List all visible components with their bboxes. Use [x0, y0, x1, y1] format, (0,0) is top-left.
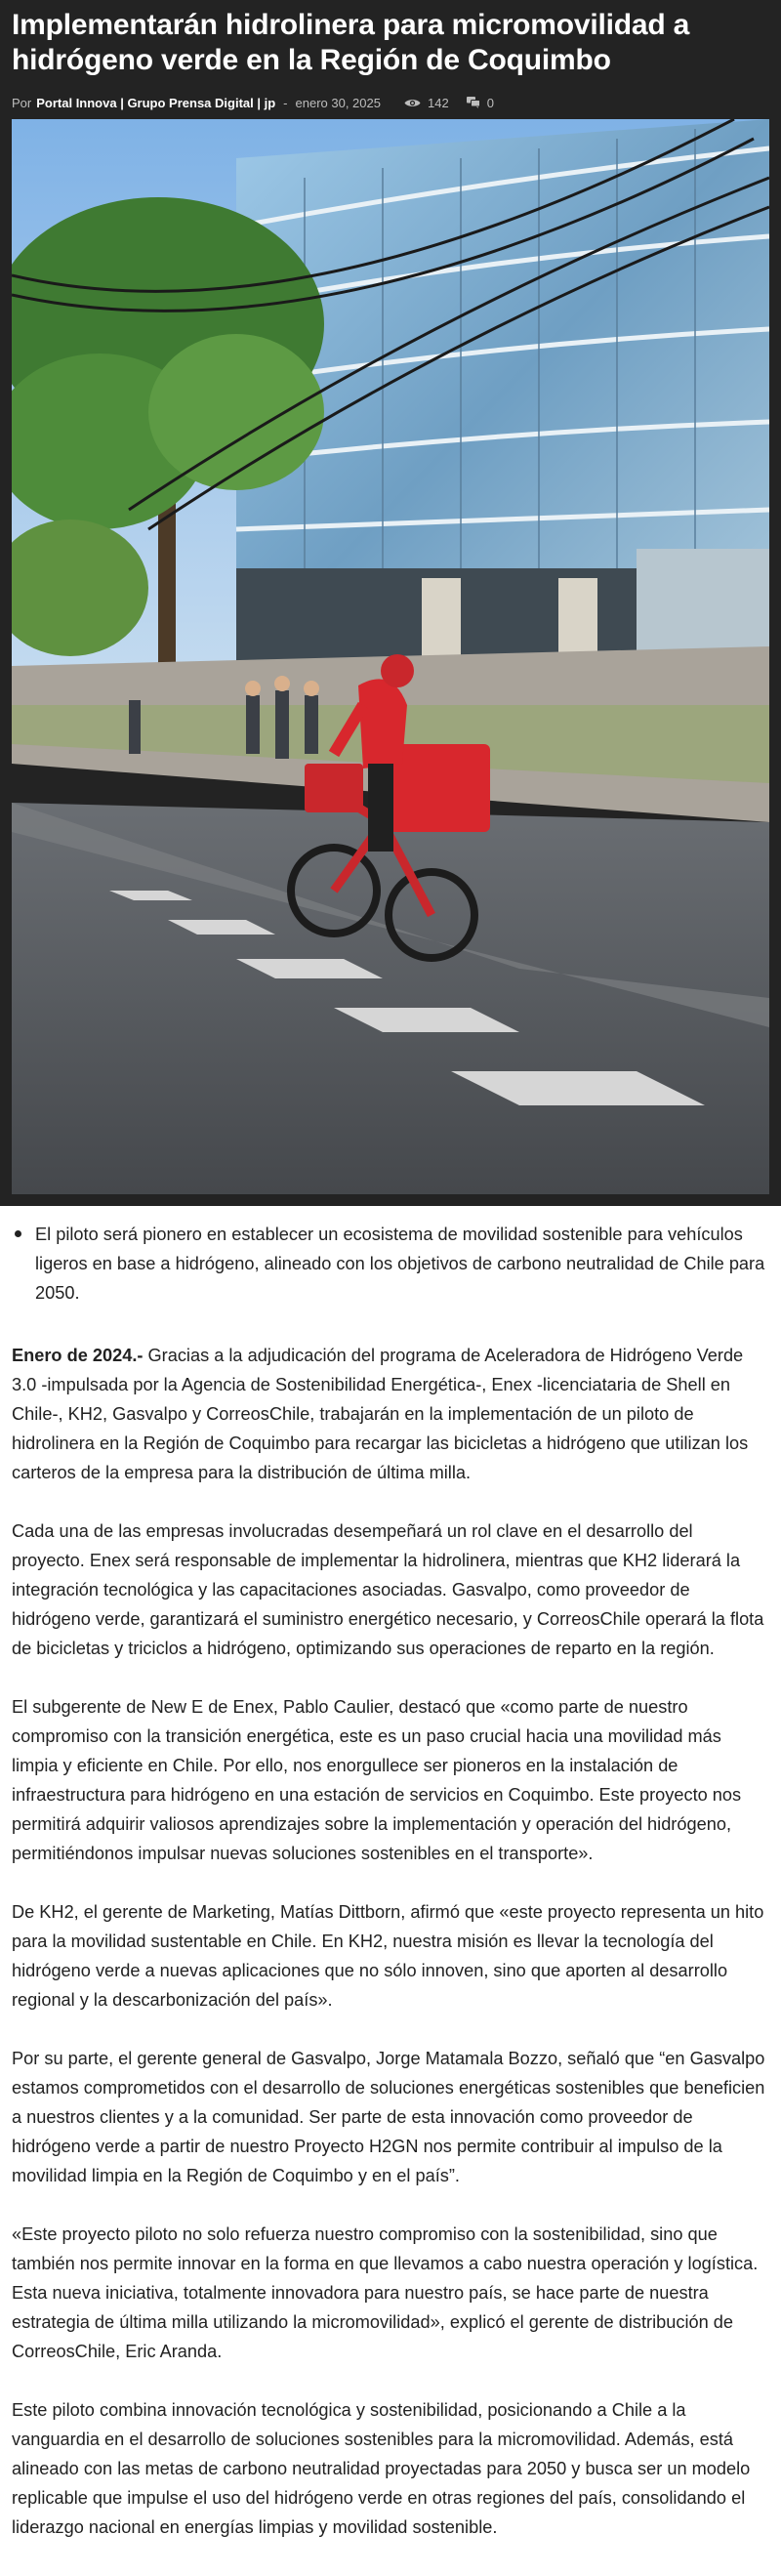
- featured-image-frame: [0, 119, 781, 1206]
- by-label: Por: [12, 95, 32, 110]
- paragraph-conclusion: Este piloto combina innovación tecnológica y sostenibilidad, posicionando a Chile a la vanguardia en el desarrollo de soluciones sostenibles para la micromovilidad. Además, está alineado con las metas de carbono neutralidad proyectadas para 2050 y busca ser un modelo replicable que impulse el uso del hidrógeno verde en otras regiones del país, consolidando el liderazgo nacional en energías limpias y movilidad sostenible.: [12, 2400, 751, 2537]
- views-count: [404, 96, 449, 110]
- meta-separator: -: [283, 95, 288, 110]
- article-title: Implementarán hidrolinera para micromovilidad a hidrógeno verde en la Región de Coquimbo: [12, 9, 690, 76]
- lead-text: Gracias a la adjudicación del programa de Aceleradora de Hidrógeno Verde 3.0 -impulsada por la Agencia de Sostenibilidad Energética-, Enex -licenciataria de Shell en Chile-, KH2, Gasvalpo y CorreosChile, trabajarán en la implementación de un piloto de hidrolinera en la Región de Coquimbo para recargar las bicicletas a hidrógeno que utilizan los carteros de la empresa para la distribución de última milla.: [12, 1346, 749, 1482]
- paragraph-enex-quote: El subgerente de New E de Enex, Pablo Caulier, destacó que «como parte de nuestro compromiso con la transición energética, este es un paso crucial hacia una movilidad más limpia y eficiente en Chile. Por ello, nos enorgullece ser pioneros en la instalación de infraestructura para hidrógeno en una estación de servicios en Coquimbo. Este proyecto nos permitirá adquirir valiosos aprendizajes sobre la implementación y operación del hidrógeno, permitiéndonos impulsar nuevas soluciones sostenibles en el transporte».: [12, 1697, 742, 1863]
- views-value: 142: [427, 95, 449, 110]
- comment-icon: [467, 97, 480, 108]
- author-link[interactable]: Portal Innova | Grupo Prensa Digital | jp: [36, 95, 276, 110]
- article-meta: [12, 94, 769, 111]
- comments-link[interactable]: [467, 96, 494, 110]
- paragraph-kh2-quote: De KH2, el gerente de Marketing, Matías Dittborn, afirmó que «este proyecto representa un hito para la movilidad sustentable en Chile. En KH2, nuestra misión es llevar la tecnología del hidrógeno verde a nuevas aplicaciones que no sólo innoven, sino que aporten al desarrollo regional y la descarbonización del país».: [12, 1902, 764, 2010]
- comments-value: 0: [486, 95, 494, 110]
- dateline: Enero de 2024.-: [12, 1346, 144, 1365]
- summary-item: El piloto será pionero en establecer un ecosistema de movilidad sostenible para vehículos ligeros en base a hidrógeno, alineado con los objetivos de carbono neutralidad de Chile para 2050.: [12, 1220, 769, 1308]
- summary-list: [12, 1220, 769, 1308]
- featured-image: [12, 119, 769, 1194]
- article-body: [0, 1206, 781, 2542]
- eye-icon: [404, 98, 421, 108]
- lead-paragraph: [12, 1341, 769, 1487]
- paragraph-roles: Cada una de las empresas involucradas desempeñará un rol clave en el desarrollo del proyecto. Enex será responsable de implementar la hidrolinera, mientras que KH2 liderará la integración tecnológica y las capacitaciones asociadas. Gasvalpo, como proveedor de hidrógeno verde, garantizará el suministro energético necesario, y CorreosChile operará la flota de bicicletas y triciclos a hidrógeno, optimizando sus operaciones de reparto en la región.: [12, 1521, 764, 1658]
- article-header: [0, 0, 781, 119]
- publish-date: enero 30, 2025: [295, 95, 381, 110]
- paragraph-gasvalpo-quote: Por su parte, el gerente general de Gasvalpo, Jorge Matamala Bozzo, señaló que “en Gasvalpo estamos comprometidos con el desarrollo de soluciones energéticas sostenibles que beneficien a nuestros clientes y a la comunidad. Ser parte de esta innovación como proveedor de hidrógeno verde a partir de nuestro Proyecto H2GN nos permite contribuir al impulso de la movilidad limpia en la Región de Coquimbo y en el país”.: [12, 2049, 765, 2185]
- paragraph-correoschile-quote: «Este proyecto piloto no solo refuerza nuestro compromiso con la sostenibilidad, sino que también nos permite innovar en la forma en que llevamos a cabo nuestra operación y logística. Esta nueva iniciativa, totalmente innovadora para nuestro país, se hace parte de nuestra estrategia de última milla utilizando la micromovilidad», explicó el gerente de distribución de CorreosChile, Eric Aranda.: [12, 2224, 759, 2361]
